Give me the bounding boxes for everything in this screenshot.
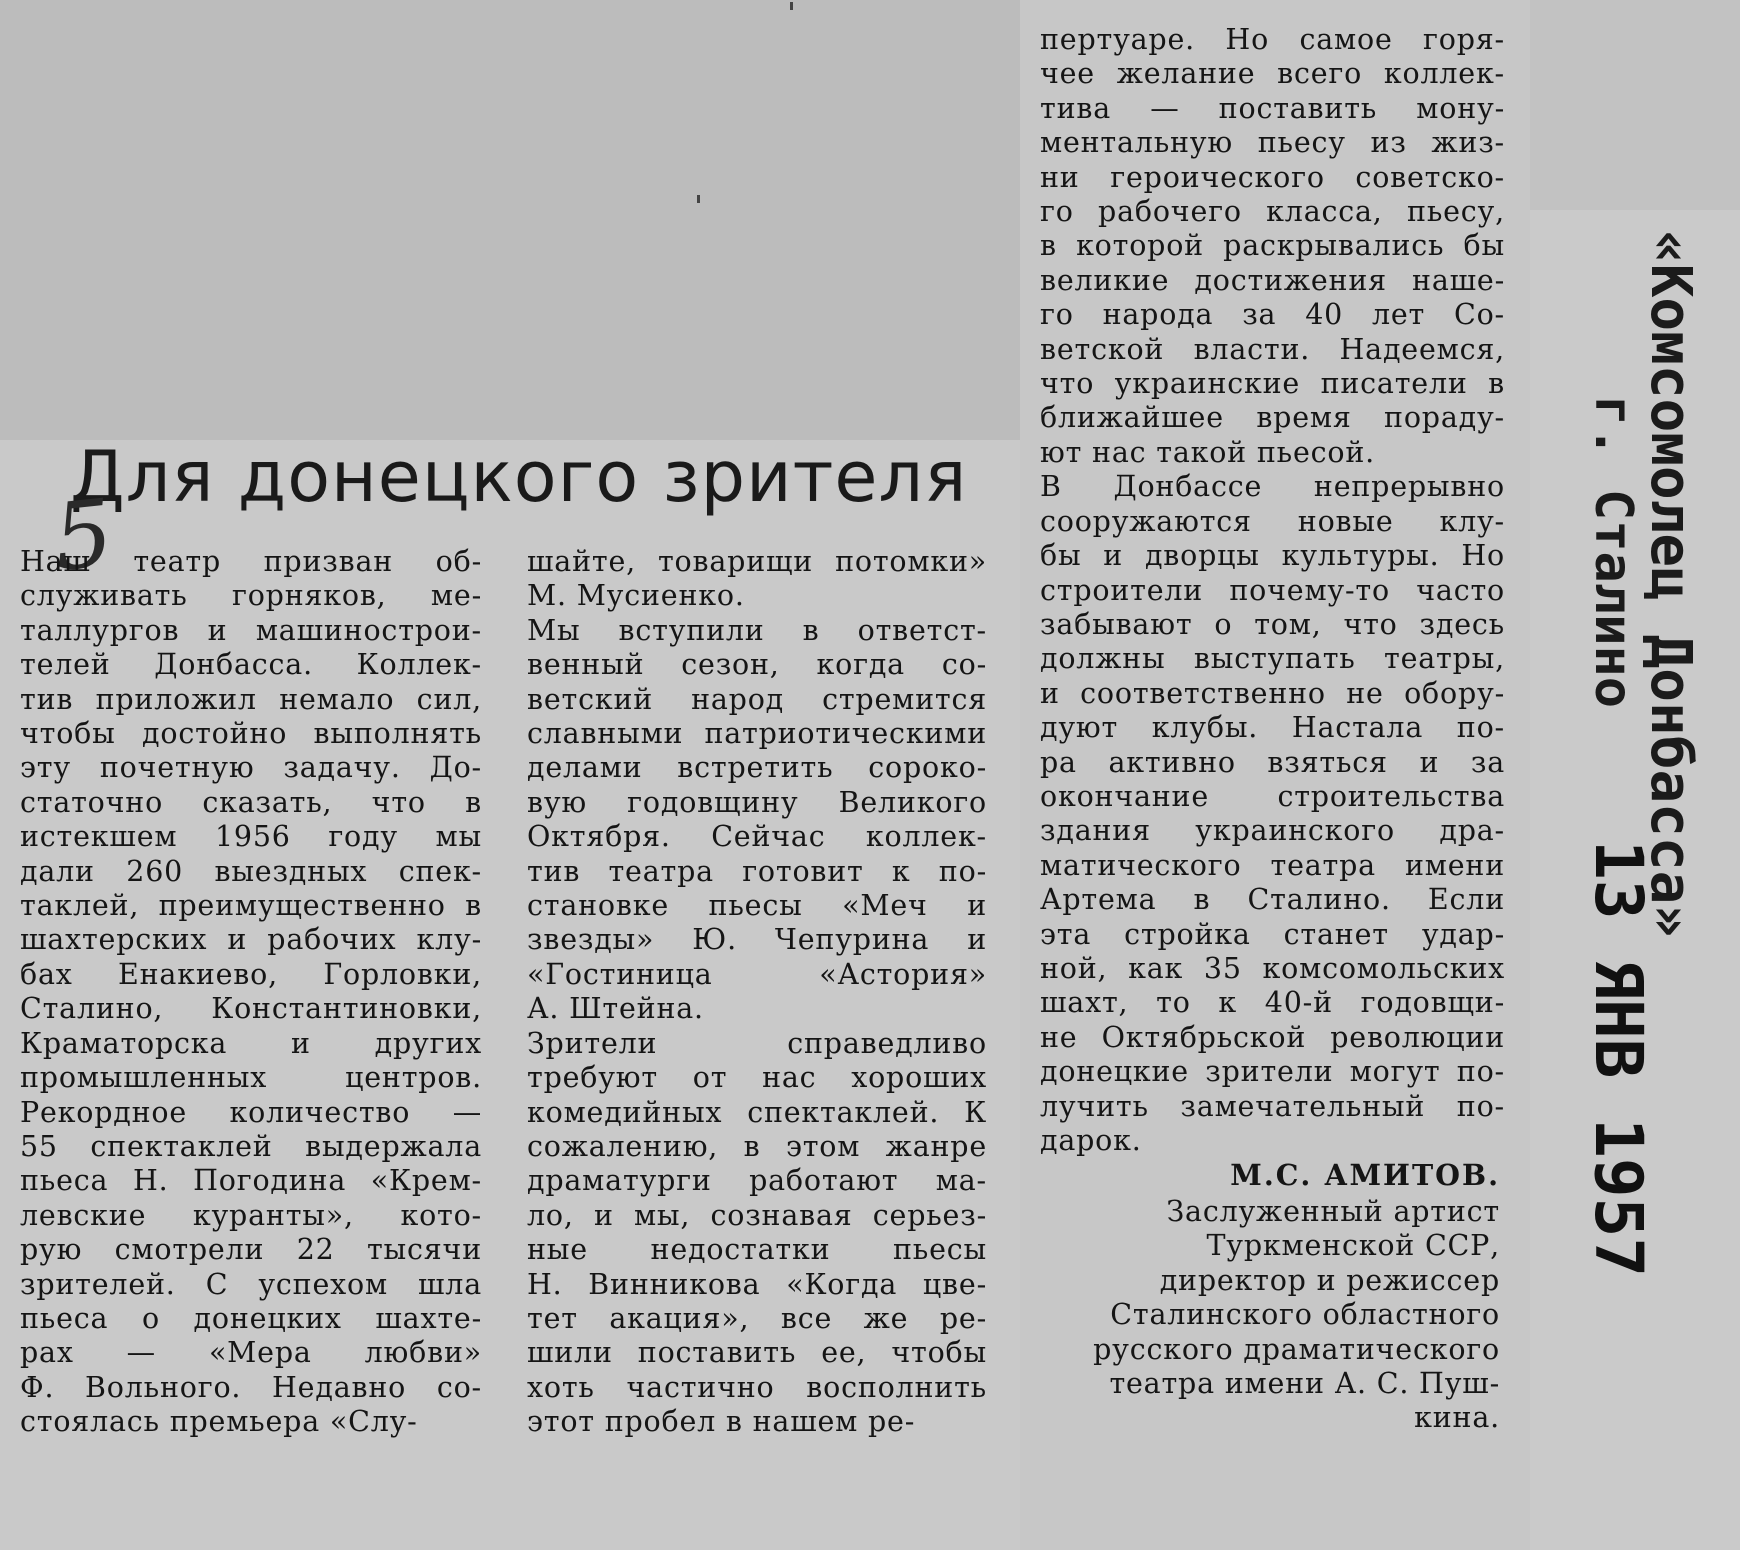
- text-line: служивать горняков, ме-: [20, 579, 482, 613]
- city-stamp: г. Сталино: [1583, 395, 1643, 709]
- text-line: ные недостатки пьесы: [527, 1233, 987, 1267]
- text-line: дарок.: [1040, 1124, 1142, 1157]
- article-headline: Для донецкого зрителя: [70, 436, 968, 518]
- text-line: Мы вступили в ответст-: [527, 613, 987, 647]
- text-line: рах — «Мера любви»: [20, 1336, 482, 1370]
- date-stamp: 13 ЯНВ 1957: [1580, 840, 1657, 1278]
- text-line: «Гостиница «Астория»: [527, 957, 987, 991]
- text-line: великие достижения наше-: [1040, 263, 1505, 297]
- text-line: ближайшее время пораду-: [1040, 401, 1505, 435]
- scan-speck: [790, 2, 793, 10]
- text-line: делами встретить сороко-: [527, 751, 987, 785]
- text-line: пьеса о донецких шахте-: [20, 1301, 482, 1335]
- text-line: бах Енакиево, Горловки,: [20, 957, 482, 991]
- text-line: ной, как 35 комсомольских: [1040, 951, 1505, 985]
- text-line: Н. Винникова «Когда цве-: [527, 1267, 987, 1301]
- text-line: ветский народ стремится: [527, 682, 987, 716]
- text-line: чтобы достойно выполнять: [20, 717, 482, 751]
- text-line: в которой раскрывались бы: [1040, 229, 1505, 263]
- text-line: телей Донбасса. Коллек-: [20, 648, 482, 682]
- article-column-1: [20, 545, 482, 1440]
- text-line: таклей, преимущественно в: [20, 889, 482, 923]
- text-line: Артема в Сталино. Если: [1040, 883, 1505, 917]
- text-line: сооружаются новые клу-: [1040, 504, 1505, 538]
- text-line: шахт, то к 40-й годовщи-: [1040, 986, 1505, 1020]
- text-line: шили поставить ее, чтобы: [527, 1336, 987, 1370]
- scan-speck: [697, 195, 700, 203]
- text-line: пьеса Н. Погодина «Крем-: [20, 1164, 482, 1198]
- newspaper-name-stamp: «Комсомолец Донбасса»: [1638, 230, 1703, 939]
- text-line: Сталино, Константиновки,: [20, 992, 482, 1026]
- text-line: дуют клубы. Настала по-: [1040, 711, 1505, 745]
- text-line: ра активно взяться и за: [1040, 745, 1505, 779]
- text-line: стоялась премьера «Слу-: [20, 1405, 418, 1439]
- text-line: Наш театр призван об-: [20, 545, 482, 578]
- text-line: пертуаре. Но самое горя-: [1040, 23, 1505, 56]
- text-line: не Октябрьской революции: [1040, 1020, 1505, 1054]
- text-line: тив театра готовит к по-: [527, 854, 987, 888]
- text-line: здания украинского дра-: [1040, 814, 1505, 848]
- text-line: эту почетную задачу. До-: [20, 751, 482, 785]
- text-line: окончание строительства: [1040, 779, 1505, 813]
- text-line: Рекордное количество —: [20, 1095, 482, 1129]
- author-title-line: Туркменской ССР,: [1206, 1229, 1500, 1263]
- text-line: вую годовщину Великого: [527, 785, 987, 819]
- text-line: статочно сказать, что в: [20, 785, 482, 819]
- text-line: эта стройка станет удар-: [1040, 917, 1505, 951]
- text-line: В Донбассе непрерывно: [1040, 470, 1505, 504]
- text-line: М. Мусиенко.: [527, 579, 745, 613]
- text-line: промышленных центров.: [20, 1061, 482, 1095]
- author-title-line: Сталинского областного: [1110, 1298, 1500, 1332]
- text-line: должны выступать театры,: [1040, 642, 1505, 676]
- text-line: левские куранты», кото-: [20, 1198, 482, 1232]
- text-line: Ф. Вольного. Недавно со-: [20, 1370, 482, 1404]
- text-line: таллургов и машинострои-: [20, 613, 482, 647]
- text-line: этот пробел в нашем ре-: [527, 1405, 916, 1439]
- author-signature: М.С. АМИТОВ.: [1230, 1158, 1500, 1192]
- text-line: что украинские писатели в: [1040, 367, 1505, 401]
- text-line: и соответственно не обору-: [1040, 676, 1505, 710]
- text-line: ни героического советско-: [1040, 160, 1505, 194]
- text-line: строители почему-то часто: [1040, 573, 1505, 607]
- text-line: 55 спектаклей выдержала: [20, 1129, 482, 1163]
- author-title-block: [1060, 1195, 1500, 1436]
- text-line: зрителей. С успехом шла: [20, 1267, 482, 1301]
- text-line: тива — поставить мону-: [1040, 91, 1505, 125]
- text-line: донецкие зрители могут по-: [1040, 1055, 1505, 1089]
- author-title-line: русского драматического: [1093, 1332, 1500, 1366]
- author-title-line: директор и режиссер: [1159, 1263, 1500, 1297]
- text-line: го рабочего класса, пьесу,: [1040, 195, 1505, 229]
- handwritten-number-mark: 5: [48, 479, 118, 592]
- text-line: хоть частично восполнить: [527, 1370, 987, 1404]
- text-line: шахтерских и рабочих клу-: [20, 923, 482, 957]
- text-line: рую смотрели 22 тысячи: [20, 1233, 482, 1267]
- article-column-2: [527, 545, 987, 1440]
- text-line: Зрители справедливо: [527, 1026, 987, 1060]
- text-line: драматурги работают ма-: [527, 1164, 987, 1198]
- text-line: истекшем 1956 году мы: [20, 820, 482, 854]
- author-title-line: театра имени А. С. Пуш-: [1109, 1367, 1500, 1401]
- text-line: славными патриотическими: [527, 717, 987, 751]
- text-line: дали 260 выездных спек-: [20, 854, 482, 888]
- text-line: ветской власти. Надеемся,: [1040, 332, 1505, 366]
- text-line: Октября. Сейчас коллек-: [527, 820, 987, 854]
- article-column-3: [1040, 23, 1505, 1158]
- text-line: го народа за 40 лет Со-: [1040, 298, 1505, 332]
- author-title-line: Заслуженный артист: [1166, 1195, 1500, 1228]
- text-line: ло, и мы, сознавая серьез-: [527, 1198, 987, 1232]
- text-line: становке пьесы «Меч и: [527, 889, 987, 923]
- text-line: чее желание всего коллек-: [1040, 57, 1505, 91]
- background-paper-top: [0, 0, 1030, 440]
- text-line: сожалению, в этом жанре: [527, 1129, 987, 1163]
- text-line: лучить замечательный по-: [1040, 1089, 1505, 1123]
- text-line: А. Штейна.: [527, 992, 704, 1026]
- text-line: звезды» Ю. Чепурина и: [527, 923, 987, 957]
- text-line: Краматорска и других: [20, 1026, 482, 1060]
- text-line: шайте, товарищи потомки»: [527, 545, 987, 578]
- text-line: требуют от нас хороших: [527, 1061, 987, 1095]
- text-line: тив приложил немало сил,: [20, 682, 482, 716]
- text-line: забывают о том, что здесь: [1040, 607, 1505, 641]
- text-line: венный сезон, когда со-: [527, 648, 987, 682]
- text-line: комедийных спектаклей. К: [527, 1095, 987, 1129]
- text-line: ментальную пьесу из жиз-: [1040, 126, 1505, 160]
- text-line: ют нас такой пьесой.: [1040, 435, 1375, 469]
- author-title-line: кина.: [1414, 1401, 1500, 1435]
- text-line: матического театра имени: [1040, 848, 1505, 882]
- text-line: бы и дворцы культуры. Но: [1040, 539, 1505, 573]
- text-line: тет акация», все же ре-: [527, 1301, 987, 1335]
